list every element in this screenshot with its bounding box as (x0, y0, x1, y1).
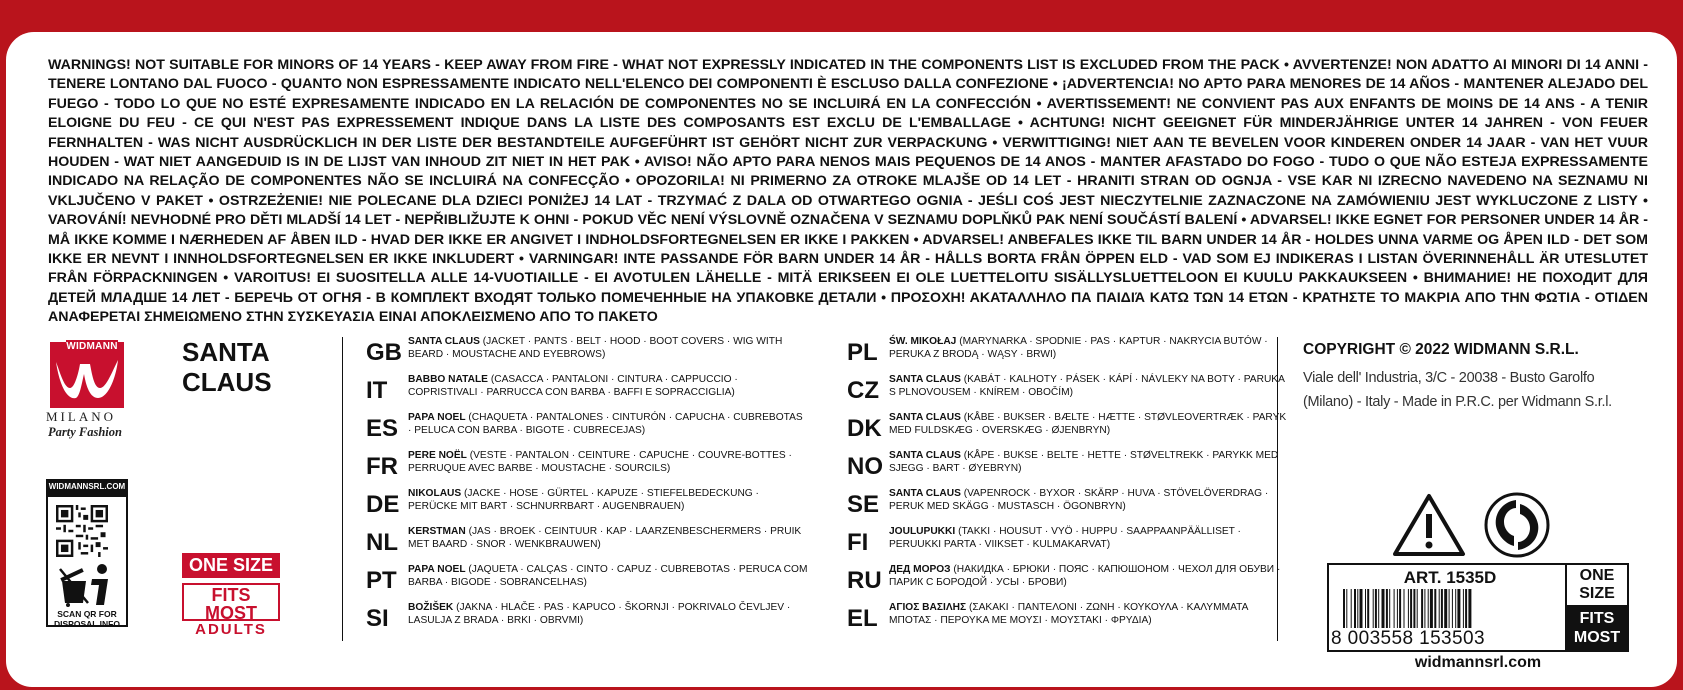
language-description (889, 488, 1289, 513)
article-number: ART. 1535D (1403, 568, 1497, 587)
size-mini-badge (1565, 563, 1629, 652)
language-row-fi (847, 526, 1287, 564)
costume-name: BOŽIŠEK (408, 602, 454, 613)
size-badge (182, 553, 280, 638)
language-row-nl (366, 526, 806, 564)
costume-name: SANTA CLAUS (889, 412, 961, 423)
language-code: RU (847, 567, 882, 594)
language-row-se (847, 488, 1287, 526)
language-row-el (847, 602, 1287, 640)
costume-components: (JACKE · HOSE · GÜRTEL · KAPUZE · STIEFELBEDECKUNG · PERÜCKE MIT BART · SCHNURRBART · AUGENBRAUEN) (408, 488, 759, 512)
language-code: PL (847, 339, 878, 366)
bin-info-icon (56, 563, 120, 607)
language-description (889, 564, 1289, 589)
costume-name: SANTA CLAUS (408, 336, 480, 347)
costume-name: ДЕД МОРОЗ (889, 564, 951, 575)
language-code: DK (847, 415, 882, 442)
language-code: IT (366, 377, 388, 404)
language-row-ru (847, 564, 1287, 602)
language-row-de (366, 488, 806, 526)
costume-components: (JAQUETA · CALÇAS · CINTO · CAPUZ · CUBREBOTAS · PERUCA COM BARBA · BIGODE · SOBRANCELHAS) (408, 564, 808, 588)
language-description (889, 602, 1289, 627)
costume-components: (CHAQUETA · PANTALONES · CINTURÓN · CAPUCHA · CUBREBOTAS · PELUCA CON BARBA · BIGOTE · CUBRECEJAS) (408, 412, 803, 436)
costume-components: (TAKKI · HOUSUT · VYÖ · HUPPU · SAAPPAANPÄÄLLISET · PERUUKKI PARTA · VIIKSET · KULMAKARVAT) (889, 526, 1241, 550)
language-row-pl (847, 336, 1287, 374)
brand-tagline: Party Fashion (48, 425, 122, 439)
copyright-block (1303, 341, 1663, 414)
green-dot-icon (1484, 492, 1550, 558)
copyright-title: COPYRIGHT © 2022 WIDMANN S.R.L. (1303, 341, 1579, 358)
costume-name: PERE NOËL (408, 450, 467, 461)
language-code: ES (366, 415, 399, 442)
address-line-2: (Milano) - Italy - Made in P.R.C. per Widmann S.r.l. (1303, 394, 1612, 410)
barcode-icon (1343, 589, 1561, 628)
costume-name: ŚW. MIKOŁAJ (889, 336, 957, 347)
language-description (889, 412, 1289, 437)
language-code: NO (847, 453, 883, 480)
size-fits-box (182, 583, 280, 638)
language-code: CZ (847, 377, 879, 404)
costume-name: SANTA CLAUS (889, 450, 961, 461)
costume-components: (CASACCA · PANTALONI · CINTURA · CAPPUCCIO · COPRISTIVALI · PARRUCCA CON BARBA · BAFFI E SOPRACCIGLIA) (408, 374, 738, 398)
language-description (889, 374, 1289, 399)
language-code: FR (366, 453, 398, 480)
costume-components: (JAS · BROEK · CEINTUUR · KAP · LAARZENBESCHERMERS · PRUIK MET BAARD · SNOR · WENKBRAUWEN) (408, 526, 802, 550)
size-mini-one: ONE SIZE (1565, 563, 1629, 607)
language-description (408, 450, 808, 475)
costume-name: BABBO NATALE (408, 374, 488, 385)
language-row-dk (847, 412, 1287, 450)
widmann-badge: WIDMANN (66, 341, 118, 352)
size-mini-fits: FITS MOST (1565, 607, 1629, 652)
qr-url: WIDMANNSRL.COM (46, 479, 128, 495)
language-code: EL (847, 605, 878, 632)
costume-components: (ΣΑΚΑΚΙ · ΠΑΝΤΕΛΟΝΙ · ΖΩΝΗ · ΚΟΥΚΟΥΛΑ · ΚΑΛΥΜΜΑΤΑ ΜΠΟΤΑΣ · ΠΕΡΟΥΚΑ ΜΕ ΜΟΥΣΙ · ΜΟΥΣΤΑΚΙ · ΦΡΥΔΙΑ) (889, 602, 1248, 626)
language-code: SE (847, 491, 880, 518)
language-code: GB (366, 339, 402, 366)
language-row-gb (366, 336, 806, 374)
costume-components: (KABÁT · KALHOTY · PÁSEK · KÁPÍ · NÁVLEKY NA BOTY · PARUKA S PLNOVOUSEM · KNÍREM · OBOČÍM) (889, 374, 1285, 398)
costume-name: PAPA NOEL (408, 564, 466, 575)
costume-name: SANTA CLAUS (889, 374, 961, 385)
warnings-text: WARNINGS! NOT SUITABLE FOR MINORS OF 14 YEARS - KEEP AWAY FROM FIRE - WHAT NOT EXPRESSLY INDICATED IN THE COMPONENTS LIST IS EXCLUDED FROM THE PACK • AVVERTENZE! NON ADATTO AI MINORI DI 14 ANNI - TENERE LONTANO DAL FUOCO - QUANTO NON ESPRESSAMENTE INDICATO NELL'ELENCO DEI COMPONENTI È ESCLUSO DALLA CONFEZIONE • ¡ADVERTENCIA! NO APTO PARA MENORES DE 14 AÑOS - MANTENER ALEJADO DEL FUEGO - TODO LO QUE NO ESTÉ EXPRESAMENTE INDICADO EN LA RELACIÓN DE COMPONENTES NO SE INCLUIRÁ EN LA CONFECCIÓN • AVERTISSEMENT! NE CONVIENT PAS AUX ENFANTS DE MOINS DE 14 ANS - A TENIR ELOIGNE DU FEU - CE QUI N'EST PAS EXPRESSEMENT INDIQUE DANS LA LISTE DES COMPOSANTS EST EXCLU DE L'EMBALLAGE • ACHTUNG! NICHT GEEIGNET FÜR MINDERJÄHRIGE UNTER 14 JAHREN - VON FEUER FERNHALTEN - WAS NICHT AUSDRÜCKLICH IN DER LISTE DER BESTANDTEILE AUFGEFÜHRT IST GEHÖRT NICHT ZUR VERPACKUNG • VERWITTIGING! NIET AAN TE BEVELEN VOOR KINDEREN ONDER 14 JAAR - VAN HET VUUR HOUDEN - WAT NIET AANGEDUID IS IN DE LIJST VAN INHOUD ZIT NIET IN HET PAK • AVISO! NÃO APTO PARA NENOS MAIS PEQUENOS DE 14 ANOS - MANTER AFASTADO DO FOGO - TUDO O QUE NÃO ESTEJA EXPRESSAMENTE INDICADO NA RELAÇÃO DE COMPONENTES NÃO SE INCLUIRÁ NA CONFECÇÃO • OPOZORILA! NI PRIMERNO ZA OTROKE MLAJŠE OD 14 LET - HRANITI STRAN OD OGNJA - VSE KAR NI IZRECNO NAVEDENO NA SEZNAMU NI VKLJUČENO V PAKET • OSTRZEŻENIE! NIE POLECANE DLA DZIECI PONIŻEJ 14 LAT - TRZYMAĆ Z DALA OD OTWARTEGO OGNIA - JEŚLI COŚ JEST NIECZYTELNIE ZAZNACZONE NA ZAMÓWIENIU JEST WYKLUCZONE Z LISTY • VAROVÁNÍ! NEVHODNÉ PRO DĚTI MLADŠÍ 14 LET - NEPŘIBLIŽUJTE K OHNI - POKUD VĚC NENÍ VÝSLOVNĚ OZNAČENA V SEZNAMU DOPLŇKŮ PAK NENÍ SOUČÁSTÍ BALENÍ • ADVARSEL! IKKE EGNET FOR PERSONER UNDER 14 ÅR - MÅ IKKE KOMME I NÆRHEDEN AF ÅBEN ILD - HVAD DER IKKE ER ANGIVET I INDHOLDSFORTEGNELSEN ER IKKE I PAKKEN • ADVARSEL! ANBEFALES IKKE TIL BARN UNDER 14 ÅR - HOLDES UNNA VARME OG ÅPEN ILD - DET SOM IKKE ER NEVNT I INNHOLDSFORTEGNELSEN ER IKKE INKLUDERT • VARNINGAR! INTE PASSANDE FÖR BARN UNDER 14 ÅR - HÅLLS BORTA FRÅN ÖPPEN ELD - VAD SOM EJ INDIKERAS I LISTAN ÖVERINNEHÅLL ÄR UTESLUTET FRÅN FÖRPACKNINGEN • VAROITUS! EI SUOSITELLA ALLE 14-VUOTIAILLE - EI AVOTULEN LÄHELLE - MITÄ ERIKSEEN EI OLE LUETTELOITU SISÄLLYSLUETTELOON EI KUULU PAKKAUKSEEN • ВНИМАНИЕ! НЕ ПОХОДИТ ДЛЯ ДЕТЕЙ МЛАДШЕ 14 ЛЕТ - БЕРЕЧЬ ОТ ОГНЯ - В КОМПЛЕКТ ВХОДЯТ ТОЛЬКО ПОМЕЧЕННЫЕ НА УПАКОВКЕ ДЕТАЛИ • ΠΡΟΣΟΧΗ! ΑΚΑΤΑΛΛΗΛΟ ΠΑ ΠΑΙΔΙΆ ΚΑΤΩ ΤΩΝ 14 ΕΤΩΝ - ΚΡΑΤΗΣΤΕ ΤΟ ΜΑΚΡΙΑ ΑΠΟ ΤΗΝ ΦΩΤΙΑ - ΟΤΙΔΕΝ ΑΝΑΦΕΡΕΤΑΙ ΣΗΜΕΙΩΜΕΝΟ ΣΤΗΝ ΣΥΣΚΕΥΑΣΙΑ ΕΙΝΑΙ ΑΠΟΚΛΕΙΣΜΕΝΟ ΑΠΟ ΤΟ ΠΑΚΕΤΟ (48, 57, 1648, 326)
language-description (408, 336, 808, 361)
language-code: PT (366, 567, 397, 594)
brand-city: MILANO (46, 409, 116, 424)
size-fits-label: FITS MOST (205, 585, 257, 623)
widmann-logo (42, 338, 142, 468)
costume-components: (VESTE · PANTALON · CEINTURE · CAPUCHE · COUVRE-BOTTES · PERRUQUE AVEC BARBE · MOUSTACHE · SOURCILS) (408, 450, 792, 474)
language-description (408, 564, 808, 589)
qr-block (46, 479, 128, 627)
costume-name: NIKOLAUS (408, 488, 462, 499)
qr-frame (46, 495, 128, 627)
costume-name: SANTA CLAUS (889, 488, 961, 499)
qr-code-icon[interactable] (56, 505, 108, 557)
language-row-cz (847, 374, 1287, 412)
language-description (408, 412, 808, 437)
language-row-pt (366, 564, 806, 602)
product-title: SANTA CLAUS (182, 337, 272, 397)
language-row-it (366, 374, 806, 412)
language-code: DE (366, 491, 400, 518)
ean-code: 8 003558 153503 (1331, 628, 1485, 649)
label-card (6, 32, 1677, 687)
costume-name: ΑΓΙΟΣ ΒΑΣΙΛΗΣ (889, 602, 967, 613)
costume-components: (JAKNA · HLAČE · PAS · KAPUCO · ŠKORNJI · POKRIVALO ČEVLJEV · LASULJA Z BRADA · BRKI · OBRVMI) (408, 602, 791, 626)
copyright-address (1303, 366, 1663, 414)
language-code: NL (366, 529, 398, 556)
costume-components: (KÅBE · BUKSER · BÆLTE · HÆTTE · STØVLEOVERTRÆK · PARYK MED FULDSKÆG · OVERSKÆG · ØJENBRYN) (889, 412, 1287, 436)
website-link[interactable]: widmannsrl.com (1414, 654, 1542, 671)
costume-name: PAPA NOEL (408, 412, 466, 423)
size-one-label: ONE SIZE (182, 553, 280, 578)
costume-components: (KÅPE · BUKSE · BELTE · HETTE · STØVELTREKK · PARYKK MED SJEGG · BART · ØYEBRYN) (889, 450, 1279, 474)
language-description (408, 488, 808, 513)
language-description (408, 602, 808, 627)
language-row-no (847, 450, 1287, 488)
language-description (889, 450, 1289, 475)
language-code: SI (366, 605, 389, 632)
costume-components: (JACKET · PANTS · BELT · HOOD · BOOT COVERS · WIG WITH BEARD · MOUSTACHE AND EYEBROWS) (408, 336, 783, 360)
language-list-right (847, 336, 1287, 640)
costume-components: (VAPENROCK · BYXOR · SKÄRP · HUVA · STÖVELÖVERDRAG · PERUK MED SKÄGG · MUSTASCH · ÖGONBRYN) (889, 488, 1269, 512)
warning-triangle-icon (1391, 492, 1467, 558)
symbols (1391, 492, 1561, 562)
language-row-es (366, 412, 806, 450)
language-description (889, 526, 1289, 551)
language-description (408, 374, 808, 399)
language-description (408, 526, 808, 551)
costume-components: (НАКИДКА · БРЮКИ · ПОЯС · КАПЮШОНОМ · ЧЕХОЛ ДЛЯ ОБУВИ · ПАРИК С БОРОДОЙ · УСЫ · БРОВИ) (889, 564, 1281, 588)
language-description (889, 336, 1289, 361)
language-list-left (366, 336, 806, 640)
language-row-si (366, 602, 806, 640)
costume-name: KERSTMAN (408, 526, 466, 537)
barcode-box (1327, 563, 1629, 652)
column-divider (342, 337, 343, 641)
disposal-info-text: SCAN QR FOR DISPOSAL INFO (54, 609, 120, 629)
language-row-fr (366, 450, 806, 488)
language-code: FI (847, 529, 869, 556)
address-line-1: Viale dell' Industria, 3/C - 20038 - Busto Garolfo (1303, 370, 1595, 386)
costume-name: JOULUPUKKI (889, 526, 956, 537)
size-adults-label: ADULTS (195, 621, 267, 638)
costume-components: (MARYNARKA · SPODNIE · PAS · KAPTUR · NAKRYCIA BUTÓW · PERUKA Z BRODĄ · WĄSY · BRWI) (889, 336, 1268, 360)
